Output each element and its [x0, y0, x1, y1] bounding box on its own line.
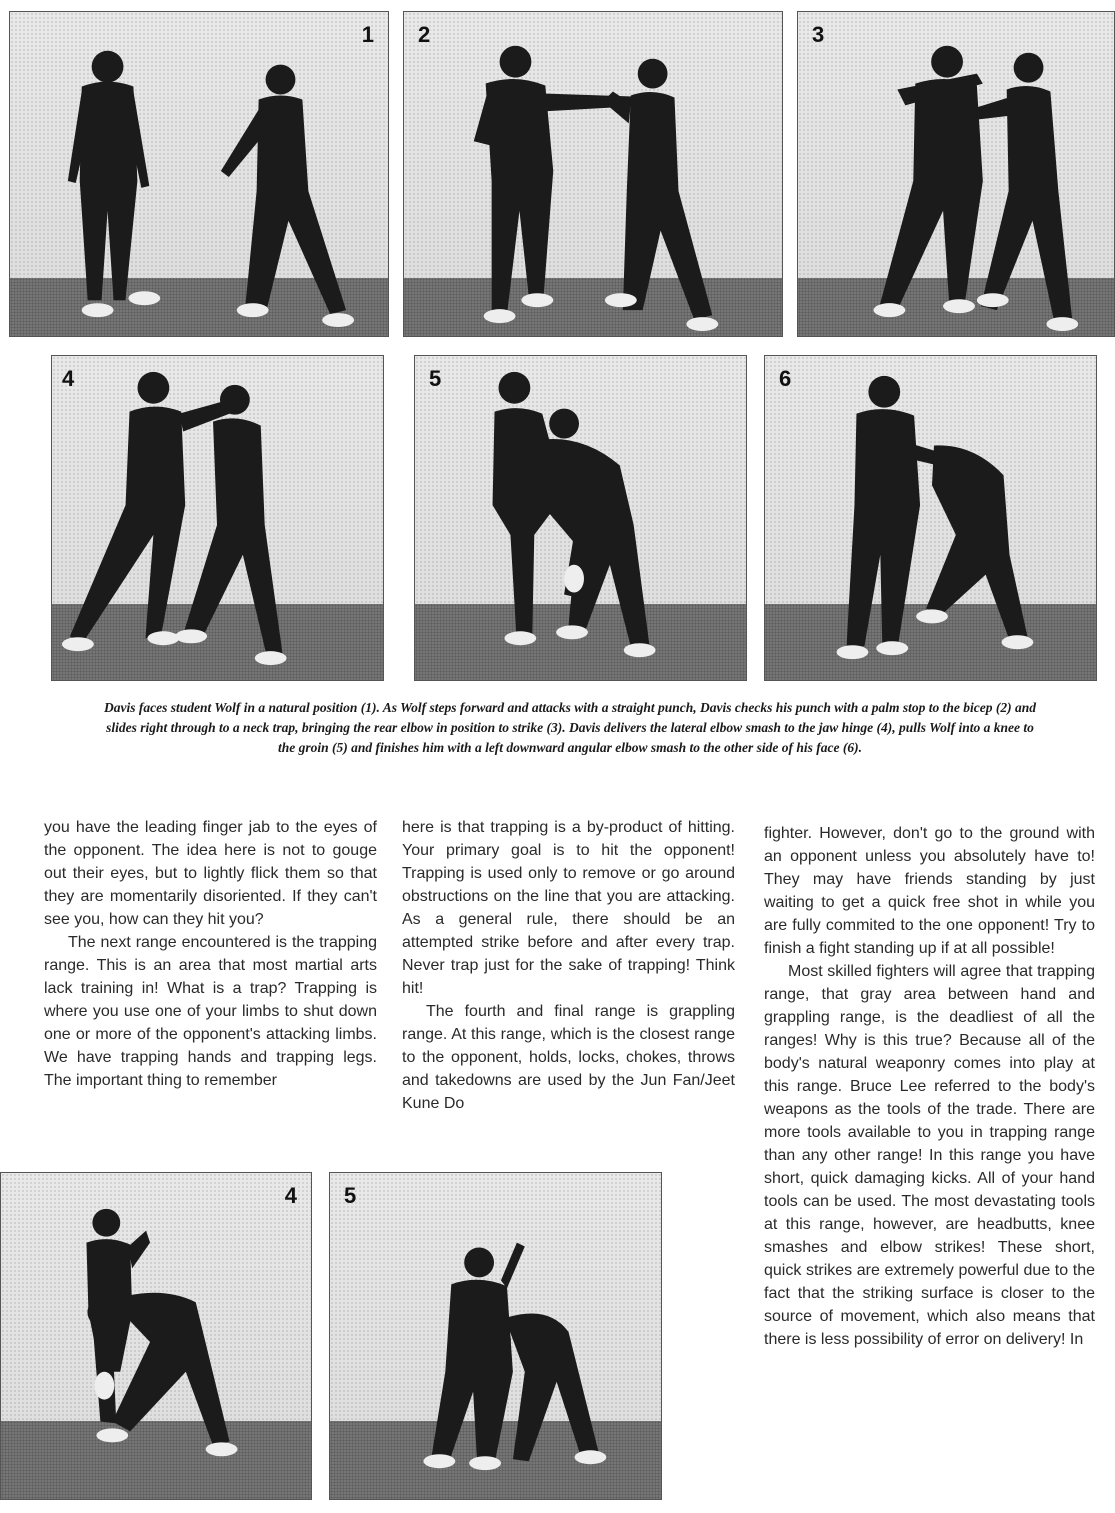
photo-number: 3: [812, 22, 825, 47]
photo-number: 5: [344, 1183, 357, 1208]
fighters-illustration: [798, 12, 1114, 336]
fighters-illustration: [330, 1173, 661, 1499]
photo-4: [51, 355, 384, 681]
fighters-illustration: [765, 356, 1096, 680]
paragraph: Most skilled fighters will agree that trapping range, that gray area between hand and grappling range, is the deadliest of all the ranges! Why is this true? Because all of the body's natural weaponry comes into play at this range. Bruce Lee referred to the body's weapons as the tools of the trade. There are more tools available to you in trapping range than any other range! In this range you have short, quick damaging kicks. All of your hand tools can be used. The most devastating tools at this range, however, are headbutts, knee smashes and elbow strikes! These short, quick strikes are extremely powerful due to the fact that the striking surface is closer to the source of movement, which also means that there is less possibility of error on delivery! In: [764, 963, 1095, 1348]
paragraph: The fourth and final range is grappling range. At this range, which is the closest range to the opponent, holds, locks, chokes, throws and takedowns are used by the Jun Fan/Jeet Kune Do: [402, 1003, 735, 1112]
photo-6: [764, 355, 1097, 681]
photo-2: [403, 11, 783, 337]
photo-number: 5: [429, 366, 442, 391]
paragraph: The next range encountered is the trapping range. This is an area that most martial arts lack training in! What is a trap? Trapping is where you use one of your limbs to shut down one or more of the opponent's attacking limbs. We have trapping hands and trapping legs. The important thing to remember: [44, 934, 377, 1089]
text-column-2: [402, 816, 735, 1115]
photo-bottom-5: [329, 1172, 662, 1500]
paragraph: fighter. However, don't go to the ground with an opponent unless you absolutely have to! They may have friends standing by just waiting to get a quick free shot in while you are fully commited to the one opponent! Try to finish a fight standing up if at all possible!: [764, 825, 1095, 957]
fighters-illustration: [10, 12, 388, 336]
photo-number: 2: [418, 22, 431, 47]
photo-1: [9, 11, 389, 337]
fighters-illustration: [1, 1173, 311, 1499]
text-column-3: [764, 822, 1095, 1351]
photo-number: 4: [284, 1183, 297, 1208]
fighters-illustration: [52, 356, 383, 680]
fighters-illustration: [404, 12, 782, 336]
photo-number: 4: [62, 366, 75, 391]
photo-3: [797, 11, 1115, 337]
paragraph: here is that trapping is a by-product of hitting. Your primary goal is to hit the opponent! Trapping is used only to remove or go around obstructions on the line that you are attacking. As a general rule, there should be an attempted strike before and after every trap. Never trap just for the sake of trapping! Think hit!: [402, 819, 735, 997]
photo-bottom-4: [0, 1172, 312, 1500]
photo-caption: Davis faces student Wolf in a natural position (1). As Wolf steps forward and attacks with a straight punch, Davis checks his punch with a palm stop to the bicep (2) and slides right through to a neck trap, bringing the rear elbow in position to strike (3). Davis delivers the lateral elbow smash to the jaw hinge (4), pulls Wolf into a knee to the groin (5) and finishes him with a left downward angular elbow smash to the other side of his face (6).: [104, 700, 1036, 755]
text-column-1: [44, 816, 377, 1092]
fighters-illustration: [415, 356, 746, 680]
paragraph: you have the leading finger jab to the eyes of the opponent. The idea here is not to gouge out their eyes, but to lightly flick them so that they are momentarily disoriented. If they can't see you, how can they hit you?: [44, 819, 377, 928]
photo-5: [414, 355, 747, 681]
photo-number: 6: [779, 366, 792, 391]
photo-number: 1: [361, 22, 374, 47]
